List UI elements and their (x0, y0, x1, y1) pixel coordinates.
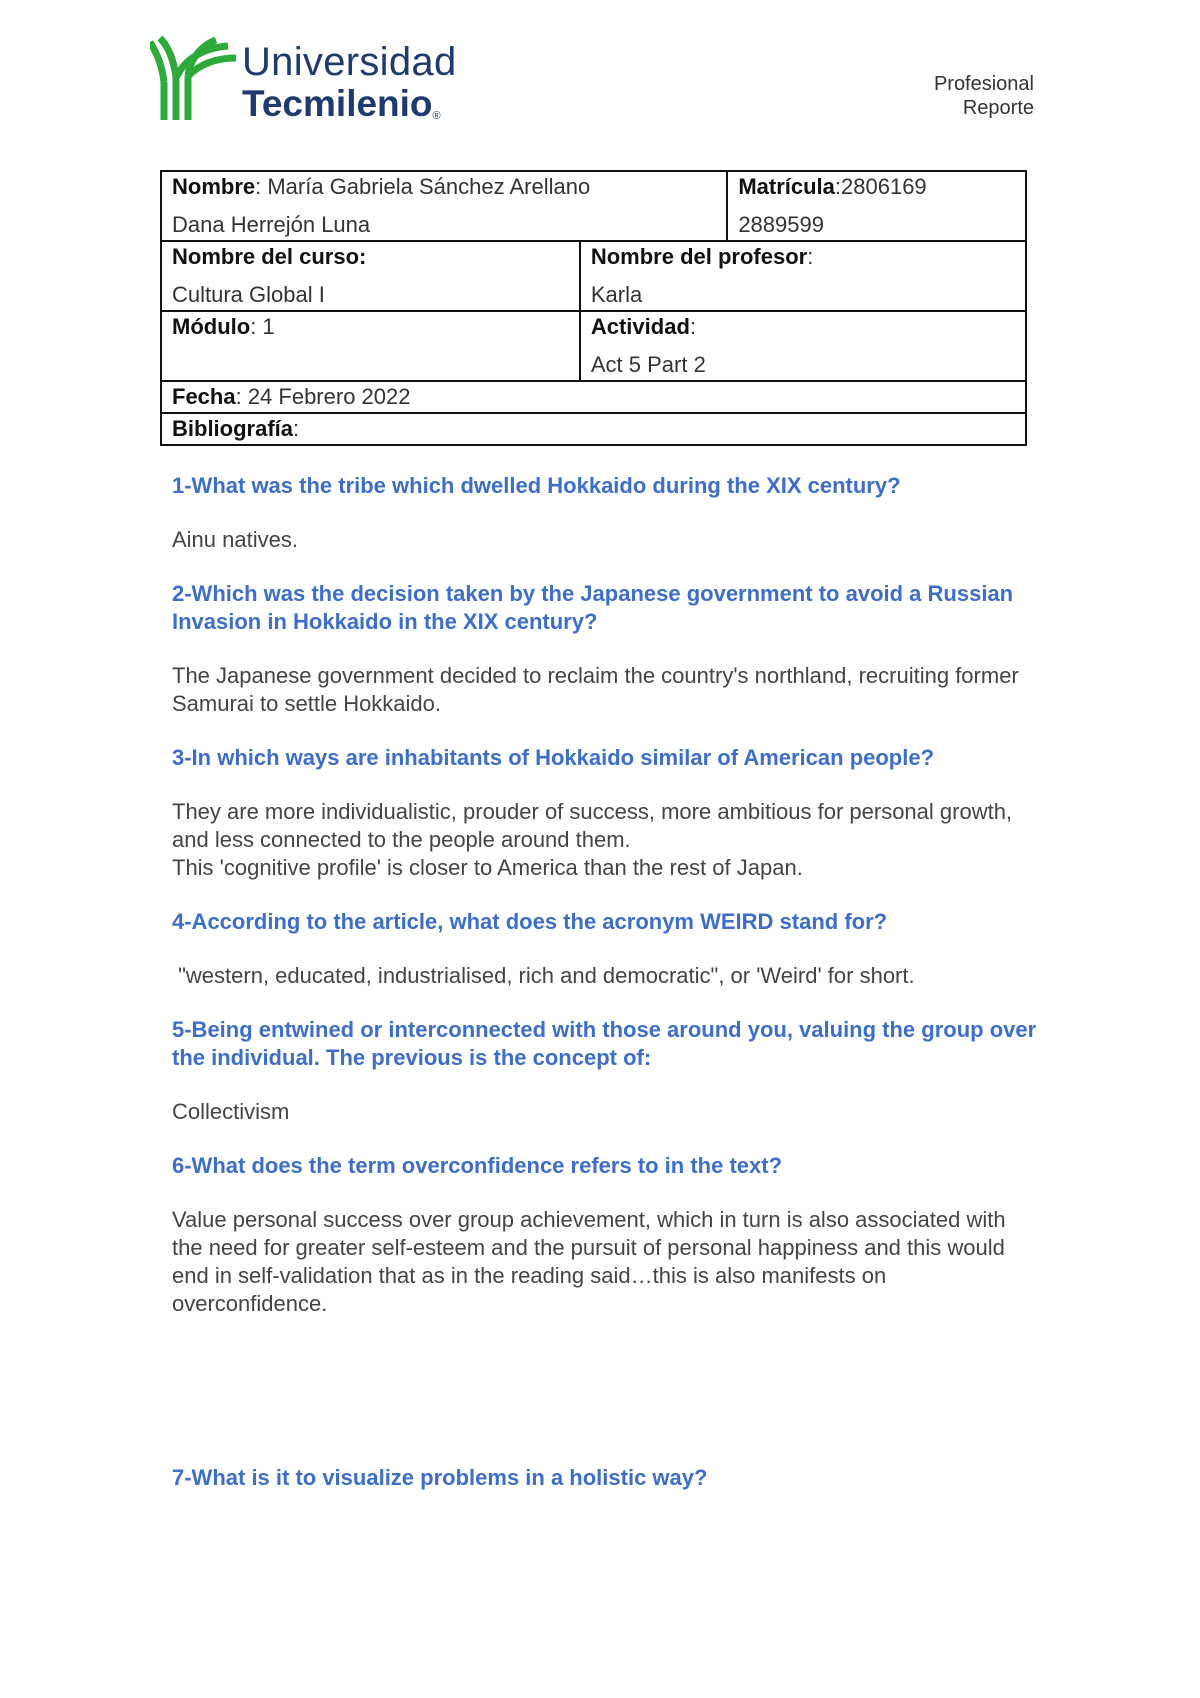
answer-6: Value personal success over group achievement, which in turn is also associated with the need for greater self-esteem and the pursuit of personal happiness and this would end in self-validation that as in the reading said…this is also manifests on overconfidence. (172, 1207, 1006, 1316)
curso-label: Nombre del curso: (172, 244, 367, 269)
actividad-label: Actividad (590, 314, 690, 339)
answer-3-line2: This 'cognitive profile' is closer to America than the rest of Japan. (172, 855, 803, 880)
answer-2: The Japanese government decided to reclaim the country's northland, recruiting former Samurai to settle Hokkaido. (172, 663, 1019, 716)
question-5: 5-Being entwined or interconnected with those around you, valuing the group over the individual. The previous is the concept of: (172, 1017, 1037, 1070)
profesor-colon: : (807, 244, 814, 269)
modulo-label: Módulo (172, 314, 251, 339)
cell-nombre (161, 171, 727, 241)
row-bibliografia (161, 413, 1026, 445)
fecha-label: Fecha (172, 384, 236, 409)
logo-line2-text: Tecmilenio (242, 83, 433, 124)
modulo-value: : 1 (250, 314, 275, 339)
actividad-value: Act 5 Part 2 (590, 352, 706, 377)
header-profesional: Profesional (933, 73, 1034, 95)
bibliografia-label: Bibliografía (172, 416, 294, 441)
tecmilenio-leaf-icon (150, 34, 240, 124)
question-3: 3-In which ways are inhabitants of Hokkaido similar of American people? (172, 745, 935, 770)
header-right (934, 72, 1034, 120)
cell-actividad (580, 311, 1026, 381)
question-4: 4-According to the article, what does the acronym WEIRD stand for? (172, 909, 888, 934)
curso-value: Cultura Global I (172, 282, 325, 307)
fecha-value: : 24 Febrero 2022 (235, 384, 411, 409)
cell-matricula (727, 171, 1026, 241)
cell-curso (161, 241, 580, 311)
nombre-value2: Dana Herrejón Luna (172, 212, 371, 237)
answer-3 (172, 798, 1042, 882)
qa-content (172, 472, 1042, 1518)
cell-profesor (580, 241, 1026, 311)
answer-4: "western, educated, industrialised, rich and democratic", or 'Weird' for short. (172, 963, 915, 988)
matricula-value: :2806169 (834, 174, 927, 199)
profesor-value: Karla (590, 282, 643, 307)
nombre-value: : María Gabriela Sánchez Arellano (255, 174, 591, 199)
row-curso (161, 241, 1026, 311)
cell-modulo (161, 311, 580, 381)
logo-registered-mark: ® (432, 110, 441, 122)
profesor-label: Nombre del profesor (590, 244, 808, 269)
header-reporte: Reporte (962, 97, 1034, 119)
nombre-label: Nombre (172, 174, 256, 199)
answer-3-line1: They are more individualistic, prouder of success, more ambitious for personal growth, and less connected to the people around them. (172, 799, 1013, 852)
answer-5: Collectivism (172, 1099, 290, 1124)
bibliografia-colon: : (293, 416, 300, 441)
logo-line2 (242, 85, 441, 122)
logo-line1: Universidad (242, 40, 457, 84)
info-table (160, 170, 1027, 446)
row-modulo (161, 311, 1026, 381)
row-nombre (161, 171, 1026, 241)
matricula-value2: 2889599 (738, 212, 824, 237)
row-fecha (161, 381, 1026, 413)
cell-bibliografia (161, 413, 1026, 445)
question-6: 6-What does the term overconfidence refers to in the text? (172, 1153, 783, 1178)
actividad-colon: : (689, 314, 697, 339)
question-1: 1-What was the tribe which dwelled Hokkaido during the XIX century? (172, 473, 901, 498)
matricula-label: Matrícula (738, 174, 835, 199)
question-2: 2-Which was the decision taken by the Japanese government to avoid a Russian Invasion in Hokkaido in the XIX century? (172, 581, 1014, 634)
answer-1: Ainu natives. (172, 527, 298, 552)
question-7: 7-What is it to visualize problems in a holistic way? (172, 1465, 708, 1490)
cell-fecha (161, 381, 1026, 413)
